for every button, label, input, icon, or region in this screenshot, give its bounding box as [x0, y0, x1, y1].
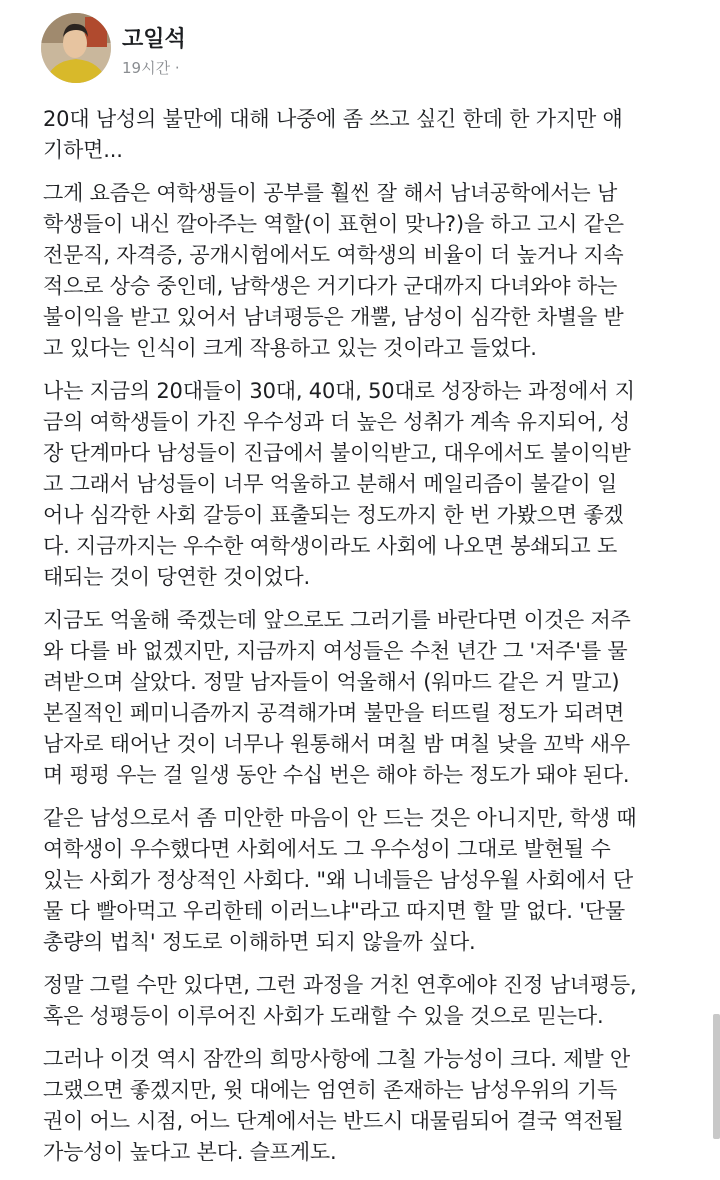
post-text-line: 같은 남성으로서 좀 미안한 마음이 안 드는 것은 아니지만, 학생 때 — [43, 806, 637, 830]
post-text-line: 어나 심각한 사회 갈등이 표출되는 정도까지 한 번 가봤으면 좋겠 — [43, 503, 624, 527]
post-text-line: 전문직, 자격증, 공개시험에서도 여학생의 비율이 더 높거나 지속 — [43, 243, 624, 267]
post-timestamp[interactable]: 19시간 · — [122, 59, 180, 77]
post-text-line: 장 단계마다 남성들이 진급에서 불이익받고, 대우에서도 불이익받 — [43, 441, 631, 465]
post-text-line: 그게 요즘은 여학생들이 공부를 훨씬 잘 해서 남녀공학에서는 남 — [43, 181, 618, 205]
post-paragraph — [43, 376, 715, 593]
post-text-line: 그랬으면 좋겠지만, 윗 대에는 엄연히 존재하는 남성우위의 기득 — [43, 1078, 618, 1102]
post-paragraph — [43, 605, 715, 791]
post-text-line: 학생들이 내신 깔아주는 역할(이 표현이 맞나?)을 하고 고시 같은 — [43, 212, 624, 236]
post-text-line: 지금도 억울해 죽겠는데 앞으로도 그러기를 바란다면 이것은 저주 — [43, 608, 631, 632]
post-text-line: 가능성이 높다고 본다. 슬프게도. — [43, 1140, 337, 1164]
post-text-line: 고 그래서 남성들이 너무 억울하고 분해서 메일리즘이 불같이 일 — [43, 472, 618, 496]
post-text-line: 금의 여학생들이 가진 우수성과 더 높은 성취가 계속 유지되어, 성 — [43, 410, 630, 434]
post-paragraph — [43, 1044, 715, 1168]
post-paragraph — [43, 178, 715, 364]
post-body — [43, 104, 715, 1180]
post-text-line: 총량의 법칙' 정도로 이해하면 되지 않을까 싶다. — [43, 930, 476, 954]
post-text-line: 기하면... — [43, 138, 123, 162]
author-name[interactable]: 고일석 — [122, 27, 186, 52]
post-text-line: 와 다를 바 없겠지만, 지금까지 여성들은 수천 년간 그 '저주'를 물 — [43, 639, 628, 663]
post-paragraph — [43, 803, 715, 958]
post-text-line: 나는 지금의 20대들이 30대, 40대, 50대로 성장하는 과정에서 지 — [43, 379, 635, 403]
post-text-line: 불이익을 받고 있어서 남녀평등은 개뿔, 남성이 심각한 차별을 받 — [43, 305, 624, 329]
post-text-line: 권이 어느 시점, 어느 단계에서는 반드시 대물림되어 결국 역전될 — [43, 1109, 624, 1133]
post-text-line: 태되는 것이 당연한 것이었다. — [43, 565, 310, 589]
post-paragraph — [43, 970, 715, 1032]
post-text-line: 혹은 성평등이 이루어진 사회가 도래할 수 있을 것으로 믿는다. — [43, 1004, 604, 1028]
post-text-line: 물 다 빨아먹고 우리한테 이러느냐"라고 따지면 할 말 없다. '단물 — [43, 899, 625, 923]
post-text-line: 본질적인 페미니즘까지 공격해가며 불만을 터뜨릴 정도가 되려면 — [43, 701, 625, 725]
post-text-line: 있는 사회가 정상적인 사회다. "왜 니네들은 남성우월 사회에서 단 — [43, 868, 633, 892]
post-text-line: 적으로 상승 중인데, 남학생은 거기다가 군대까지 다녀와야 하는 — [43, 274, 618, 298]
post-paragraph — [43, 104, 715, 166]
post-text-line: 남자로 태어난 것이 너무나 원통해서 며칠 밤 며칠 낮을 꼬박 새우 — [43, 732, 630, 756]
avatar[interactable] — [41, 13, 111, 83]
post-header — [0, 0, 720, 100]
post-text-line: 여학생이 우수했다면 사회에서도 그 우수성이 그대로 발현될 수 — [43, 837, 611, 861]
post-text-line: 고 있다는 인식이 크게 작용하고 있는 것이라고 들었다. — [43, 336, 537, 360]
post-text-line: 려받으며 살았다. 정말 남자들이 억울해서 (워마드 같은 거 말고) — [43, 670, 620, 694]
post-text-line: 20대 남성의 불만에 대해 나중에 좀 쓰고 싶긴 한데 한 가지만 얘 — [43, 107, 623, 131]
post-text-line: 며 펑펑 우는 걸 일생 동안 수십 번은 해야 하는 정도가 돼야 된다. — [43, 763, 630, 787]
avatar-photo — [41, 13, 111, 83]
post-text-line: 정말 그럴 수만 있다면, 그런 과정을 거친 연후에야 진정 남녀평등, — [43, 973, 637, 997]
post-text-line: 다. 지금까지는 우수한 여학생이라도 사회에 나오면 봉쇄되고 도 — [43, 534, 618, 558]
post-text-line: 그러나 이것 역시 잠깐의 희망사항에 그칠 가능성이 크다. 제발 안 — [43, 1047, 630, 1071]
scrollbar-thumb[interactable] — [713, 1014, 720, 1139]
